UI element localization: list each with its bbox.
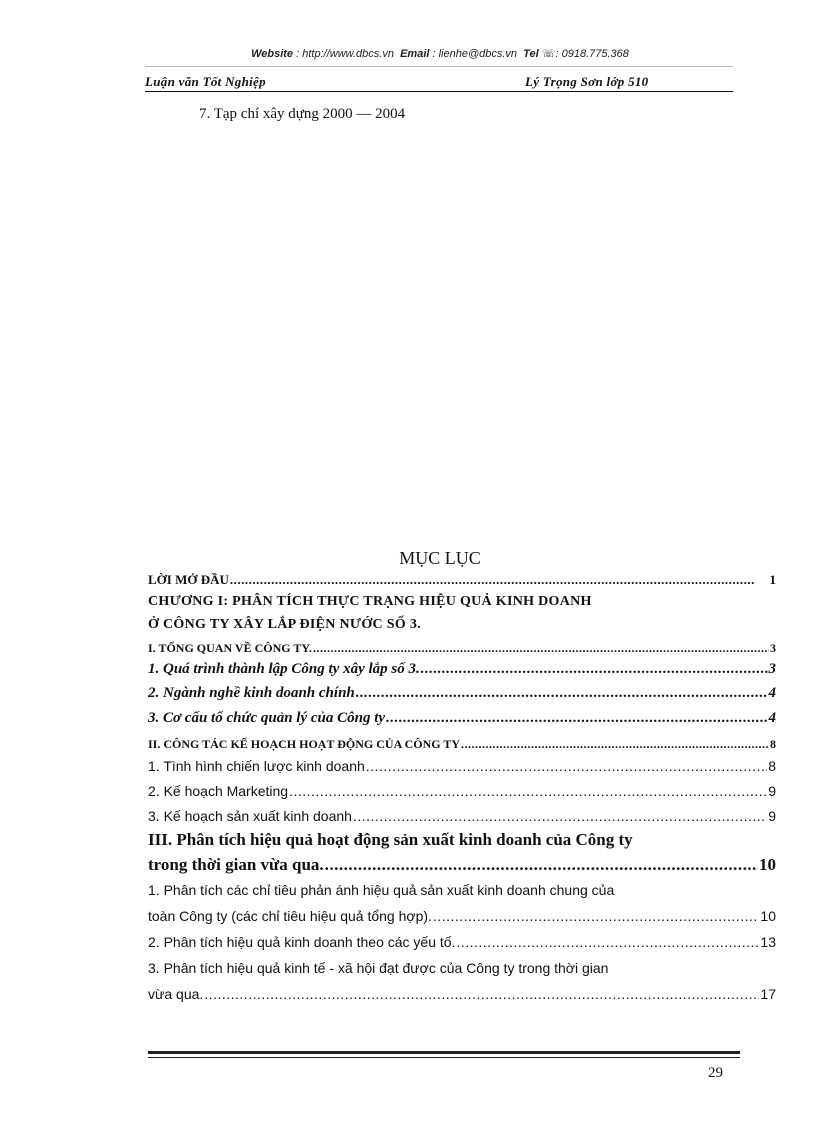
toc-entry-s1-2[interactable]	[148, 685, 776, 702]
toc-leader	[456, 934, 759, 950]
toc-page-number: 3	[768, 661, 776, 677]
toc-entry-s3[interactable]	[148, 855, 776, 875]
toc-page-number: 10	[760, 908, 776, 924]
toc-leader	[204, 986, 759, 1002]
toc-entry-text: LỜI MỞ ĐẦU	[148, 572, 229, 587]
toc-leader	[386, 710, 767, 727]
toc-entry-text: 2. Ngành nghề kinh doanh chính	[148, 685, 355, 701]
toc-page-number: 17	[760, 986, 776, 1002]
toc-entry-text: 2. Kế hoạch Marketing	[148, 783, 289, 799]
header-website-line	[148, 47, 732, 60]
toc-entry-text: I. TỔNG QUAN VỀ CÔNG TY.	[148, 641, 312, 655]
toc-page-number: 10	[759, 855, 776, 874]
toc-leader	[421, 661, 768, 678]
toc-entry-s3-2[interactable]	[148, 934, 776, 950]
toc-leader	[289, 783, 767, 799]
toc-entry-text: 3. Kế hoạch sản xuất kinh doanh	[148, 808, 352, 824]
toc-entry-s2-1[interactable]	[148, 758, 776, 774]
toc-entry-text: toàn Công ty (các chỉ tiêu hiệu quả tổng hợp).	[148, 908, 432, 924]
toc-leader	[325, 855, 758, 875]
toc-entry-s1-1[interactable]	[148, 661, 776, 678]
toc-page-number: 8	[768, 758, 776, 774]
toc-page-number: 3	[770, 641, 776, 655]
toc-page-number: 9	[768, 783, 776, 799]
tel-label: Tel	[523, 48, 539, 60]
footer-rule-thick	[148, 1051, 740, 1054]
footer-rule-thin	[148, 1057, 740, 1058]
toc-leader	[461, 737, 769, 752]
toc-page-number: 4	[768, 710, 776, 726]
toc-entry-text: 1. Quá trình thành lập Công ty xây lắp số 3.	[148, 661, 420, 677]
toc-entry-text: 1. Tình hình chiến lược kinh doanh	[148, 758, 365, 774]
toc-page-number: 13	[760, 934, 776, 950]
website-label: Website	[251, 48, 294, 60]
toc-entry-s2-3[interactable]	[148, 808, 776, 824]
toc-chapter-heading: CHƯƠNG I: PHÂN TÍCH THỰC TRẠNG HIỆU QUẢ KINH DOANH	[148, 594, 592, 609]
header-underline	[145, 91, 733, 92]
thesis-title: Luận văn Tốt Nghiệp	[145, 74, 266, 89]
toc-chapter-heading-cont: Ở CÔNG TY XÂY LẮP ĐIỆN NƯỚC SỐ 3.	[148, 617, 421, 632]
toc-entry-s2[interactable]	[148, 737, 776, 752]
toc-page-number: 8	[770, 737, 776, 751]
toc-entry-s3-3-line: 3. Phân tích hiệu quả kinh tế - xã hội đạt được của Công ty trong thời gian	[148, 960, 609, 976]
toc-leader	[230, 572, 755, 588]
toc-entry-s2-2[interactable]	[148, 783, 776, 799]
toc-title: MỤC LỤC	[399, 548, 481, 568]
toc-entry-s3-3[interactable]	[148, 986, 776, 1002]
toc-page-number: 1	[769, 572, 776, 587]
toc-entry-text: 3. Cơ cấu tổ chức quản lý của Công ty	[148, 710, 386, 726]
toc-entry-s3-1-line: 1. Phân tích các chỉ tiêu phản ánh hiệu quả sản xuất kinh doanh chung của	[148, 882, 615, 898]
phone-icon: ☏	[541, 48, 556, 60]
toc-leader	[356, 685, 768, 702]
email-value[interactable]: : lienhe@dbcs.vn	[432, 48, 518, 60]
website-value[interactable]: : http://www.dbcs.vn	[296, 48, 394, 60]
toc-entry-text: 2. Phân tích hiệu quả kinh doanh theo các yếu tố.	[148, 934, 456, 950]
toc-page-number: 4	[768, 685, 776, 701]
toc-leader	[433, 908, 760, 924]
reference-item: 7. Tạp chí xây dựng 2000 — 2004	[199, 106, 406, 122]
author-name: Lý Trọng Sơn lớp 510	[525, 74, 649, 89]
toc-leader	[313, 641, 769, 656]
toc-entry-s1[interactable]	[148, 641, 776, 656]
toc-entry-intro[interactable]	[148, 572, 776, 588]
toc-entry-text: trong thời gian vừa qua.	[148, 855, 324, 874]
toc-section-heading: III. Phân tích hiệu quả hoạt động sản xuất kinh doanh của Công ty	[148, 830, 633, 849]
toc-entry-text: II. CÔNG TÁC KẾ HOẠCH HOẠT ĐỘNG CỦA CÔNG TY	[148, 737, 461, 751]
toc-leader	[353, 808, 767, 824]
header-divider	[145, 66, 733, 67]
page-number: 29	[708, 1065, 723, 1081]
toc-entry-s1-3[interactable]	[148, 710, 776, 727]
toc-page-number: 9	[768, 808, 776, 824]
email-label: Email	[400, 48, 430, 60]
tel-value: : 0918.775.368	[555, 48, 629, 60]
toc-leader	[366, 758, 767, 774]
toc-entry-text: vừa qua.	[148, 986, 204, 1002]
toc-entry-s3-1[interactable]	[148, 908, 776, 924]
